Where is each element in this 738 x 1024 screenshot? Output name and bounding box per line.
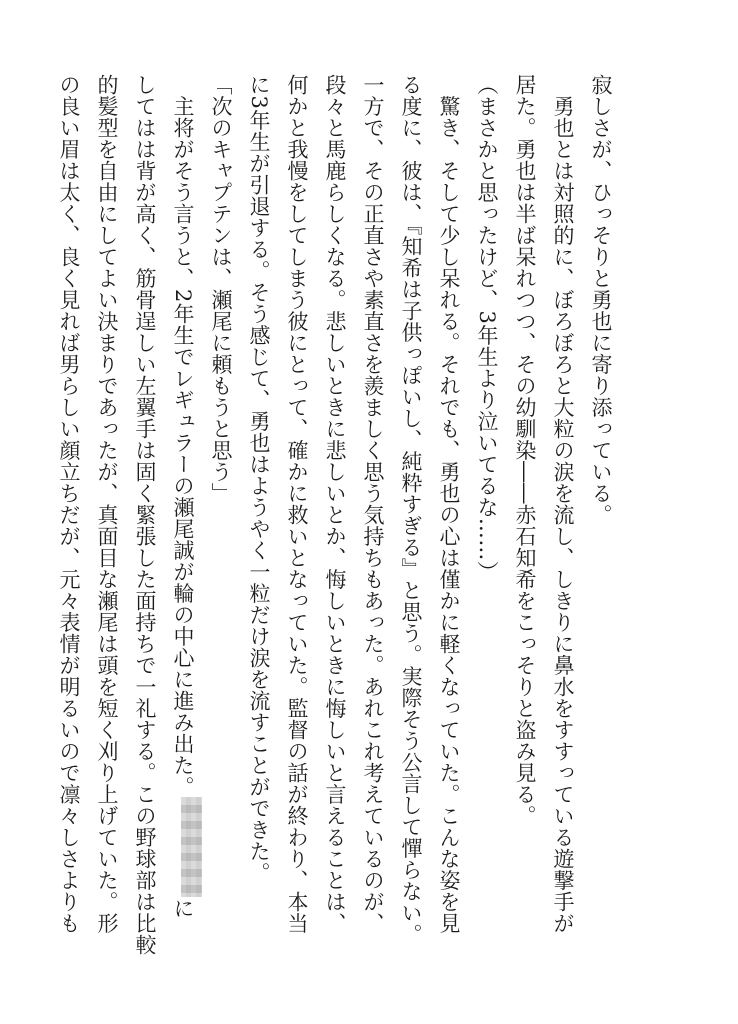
text-line-13: してはは背が高く、筋骨逞しい左翼手は固く緊張した面持ちで一礼する。この野球部は比較 (133, 74, 157, 956)
vertical-text-body (50, 74, 620, 954)
text-line-12 (164, 74, 202, 954)
text-line-6: る度に、彼は、『知希は子供っぽいし、純粋すぎる』と思う。実際そう公言して憚らない。 (399, 74, 423, 945)
text-line-15: の良い眉は太く、良く見れば男らしい顔立ちだが、元々表情が明るいので凛々しさよりも (57, 74, 81, 934)
text-line-4: （まさかと思ったけど、3年生より泣いてるな……） (475, 74, 499, 583)
text-line-5: 驚き、そして少し呆れる。それでも、勇也の心は僅かに軽くなっていた。こんな姿を見 (437, 74, 461, 934)
text-line-12-body: 主将がそう言うと、2年生でレギュラーの瀬尾誠が輪の中心に進み出た。 (171, 74, 195, 798)
text-line-11: 「次のキャプテンは、瀬尾に頼もうと思う」 (209, 74, 233, 504)
text-line-9: 何かと我慢をしてしまう彼にとって、確かに救いとなっていた。監督の話が終わり、本当 (285, 74, 309, 934)
text-line-2: 勇也とは対照的に、ぼろぼろと大粒の涙を流し、しきりに鼻水をすすっている遊撃手が (551, 74, 575, 934)
text-line-10: に3年生が引退する。そう感じて、勇也はようやく一粒だけ涙を流すことができた。 (247, 74, 271, 884)
text-line-3: 居た。勇也は半ば呆れつつ、その幼馴染――赤石知希をこっそりと盗み見る。 (513, 74, 537, 827)
text-line-1: 寂しさが、ひっそりと勇也に寄り添っている。 (589, 74, 613, 526)
text-line-14: 的髪型を自由にしてよい決まりであったが、真面目な瀬尾は頭を短く刈り上げていた。形 (95, 74, 119, 934)
text-line-7: 一方で、その正直さや素直さを羨ましく思う気持ちもあった。あれこれ考えているのが、 (361, 74, 385, 934)
text-line-8: 段々と馬鹿らしくなる。悲しいときに悲しいとか、悔しいときに悔しいと言えることは、 (323, 74, 347, 934)
text-line-12-tail: に (171, 897, 195, 919)
redaction-mark (181, 797, 202, 897)
